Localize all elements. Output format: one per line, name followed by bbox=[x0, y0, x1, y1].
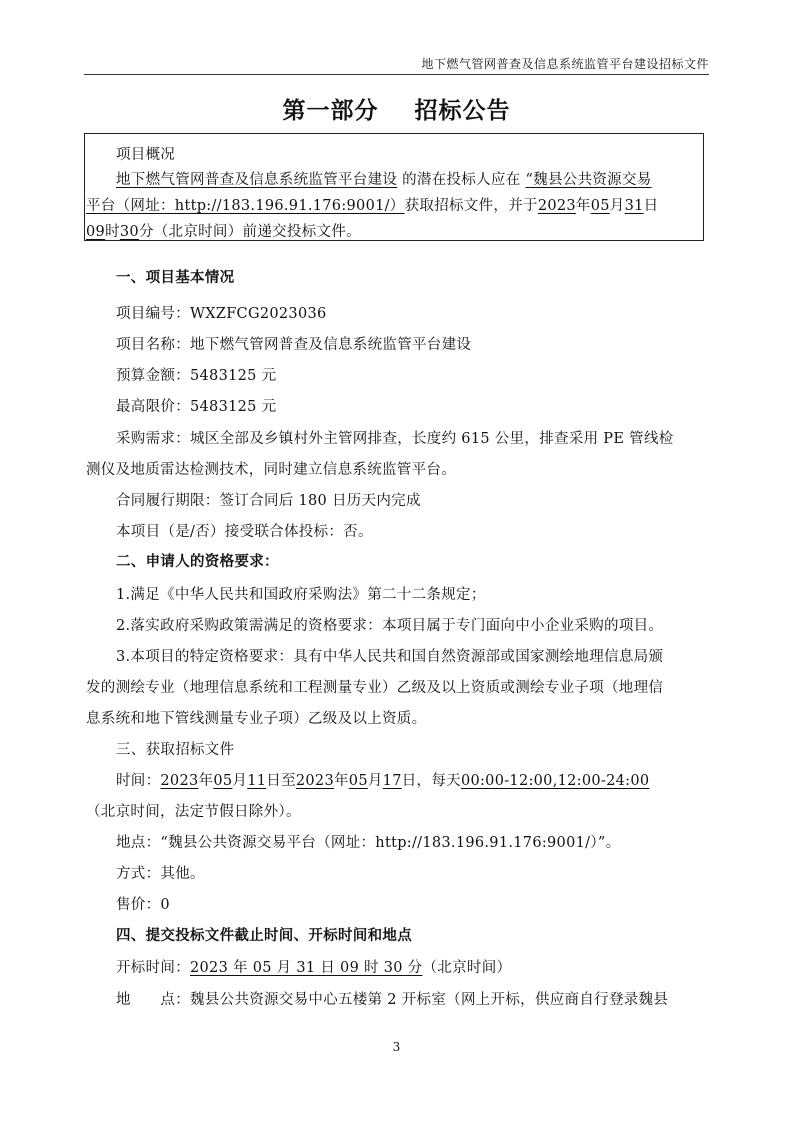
obtain-time-label: 时间： bbox=[116, 773, 161, 789]
overview-platform-b: 平台（网址：http://183.196.91.176:9001/） bbox=[86, 198, 405, 214]
section4-heading: 四、提交投标文件截止时间、开标时间和地点 bbox=[116, 928, 412, 944]
obtain-hours: 00:00-12:00,12:00-24:00 bbox=[460, 773, 650, 789]
budget-amount: 预算金额：5483125 元 bbox=[116, 368, 277, 384]
demand-line-1: 采购需求：城区全部及乡镇村外主管网排查，长度约 615 公里，排查采用 PE 管线检 bbox=[116, 431, 674, 447]
overview-platform-a: “魏县公共资源交易 bbox=[525, 172, 652, 188]
obtain-unit-month-2: 月 bbox=[367, 773, 383, 789]
demand-line-2: 测仪及地质雷达检测技术，同时建立信息系统监管平台。 bbox=[86, 462, 456, 478]
section3-heading: 三、获取招标文件 bbox=[116, 742, 235, 758]
obtain-end-month: 05 bbox=[348, 773, 368, 789]
overview-line-1 bbox=[116, 168, 652, 189]
overview-hour: 09 bbox=[86, 224, 106, 240]
max-price: 最高限价：5483125 元 bbox=[116, 399, 277, 415]
obtain-start-day: 11 bbox=[247, 773, 267, 789]
obtain-method: 方式：其他。 bbox=[116, 866, 205, 882]
obtain-unit-day-to: 日至 bbox=[266, 773, 296, 789]
bid-opening-time bbox=[116, 956, 511, 977]
qualification-item-3-line-2: 发的测绘专业（地理信息系统和工程测量专业）乙级及以上资质或测绘专业子项（地理信 bbox=[86, 680, 664, 696]
qualification-item-1: 1.满足《中华人民共和国政府采购法》第二十二条规定； bbox=[116, 587, 486, 603]
overview-day: 31 bbox=[624, 198, 644, 214]
opening-place-value: 魏县公共资源交易中心五楼第 2 开标室（网上开标，供应商自行登录魏县 bbox=[190, 992, 669, 1008]
project-name: 项目名称：地下燃气管网普查及信息系统监管平台建设 bbox=[116, 337, 472, 353]
opening-time-note: （北京时间） bbox=[422, 960, 512, 976]
overview-month: 05 bbox=[590, 198, 610, 214]
obtain-unit-day-each: 日，每天 bbox=[401, 773, 461, 789]
obtain-time-note: （北京时间，法定节假日除外）。 bbox=[86, 804, 301, 820]
section1-heading: 一、项目基本情况 bbox=[116, 270, 235, 286]
obtain-unit-year-2: 年 bbox=[333, 773, 349, 789]
overview-label: 项目概况 bbox=[116, 147, 176, 163]
qualification-item-3-line-3: 息系统和地下管线测量专业子项）乙级及以上资质。 bbox=[86, 711, 427, 727]
bid-opening-place bbox=[116, 988, 668, 1009]
contract-period: 合同履行期限：签订合同后 180 日历天内完成 bbox=[116, 493, 421, 509]
obtain-price: 售价：0 bbox=[116, 897, 170, 913]
overview-unit-hour: 时 bbox=[105, 224, 120, 240]
running-header: 地下燃气管网普查及信息系统监管平台建设招标文件 bbox=[421, 57, 709, 71]
section2-heading: 二、申请人的资格要求： bbox=[116, 554, 279, 570]
overview-line-2 bbox=[86, 194, 658, 215]
qualification-item-2: 2.落实政府采购政策需满足的资格要求：本项目属于专门面向中小企业采购的项目。 bbox=[116, 618, 664, 634]
qualification-item-3-line-1: 3.本项目的特定资格要求：具有中华人民共和国自然资源部或国家测绘地理信息局颁 bbox=[116, 649, 664, 665]
obtain-unit-year-1: 年 bbox=[198, 773, 214, 789]
overview-project-name: 地下燃气管网普查及信息系统监管平台建设 bbox=[116, 172, 398, 188]
overview-unit-month: 月 bbox=[609, 198, 625, 214]
obtain-end-year: 2023 bbox=[295, 773, 334, 789]
title-part: 第一部分 bbox=[282, 98, 379, 124]
overview-text-2: 获取招标文件，并于 bbox=[404, 198, 538, 214]
title-name: 招标公告 bbox=[414, 98, 511, 124]
page-title bbox=[0, 92, 793, 125]
obtain-start-month: 05 bbox=[213, 773, 233, 789]
opening-time-label: 开标时间： bbox=[116, 960, 190, 976]
obtain-unit-month-1: 月 bbox=[232, 773, 248, 789]
overview-year: 2023 bbox=[537, 198, 576, 214]
overview-text-1: 的潜在投标人应在 bbox=[402, 172, 521, 188]
page-number: 3 bbox=[392, 1040, 401, 1054]
obtain-time bbox=[116, 769, 649, 790]
consortium-bid: 本项目（是/否）接受联合体投标：否。 bbox=[116, 524, 373, 540]
overview-unit-day: 日 bbox=[643, 198, 659, 214]
overview-line-3 bbox=[86, 220, 361, 241]
overview-minute: 30 bbox=[119, 224, 139, 240]
obtain-end-day: 17 bbox=[382, 773, 402, 789]
opening-time-value: 2023 年 05 月 31 日 09 时 30 分 bbox=[190, 960, 423, 976]
obtain-start-year: 2023 bbox=[160, 773, 199, 789]
overview-tail: 分（北京时间）前递交投标文件。 bbox=[138, 224, 361, 240]
header-rule bbox=[84, 74, 709, 75]
opening-place-label: 地 点： bbox=[116, 992, 190, 1008]
overview-unit-year: 年 bbox=[575, 198, 591, 214]
obtain-place: 地点：“魏县公共资源交易平台（网址：http://183.196.91.176:9001/）”。 bbox=[116, 835, 621, 851]
project-number: 项目编号：WXZFCG2023036 bbox=[116, 306, 327, 322]
